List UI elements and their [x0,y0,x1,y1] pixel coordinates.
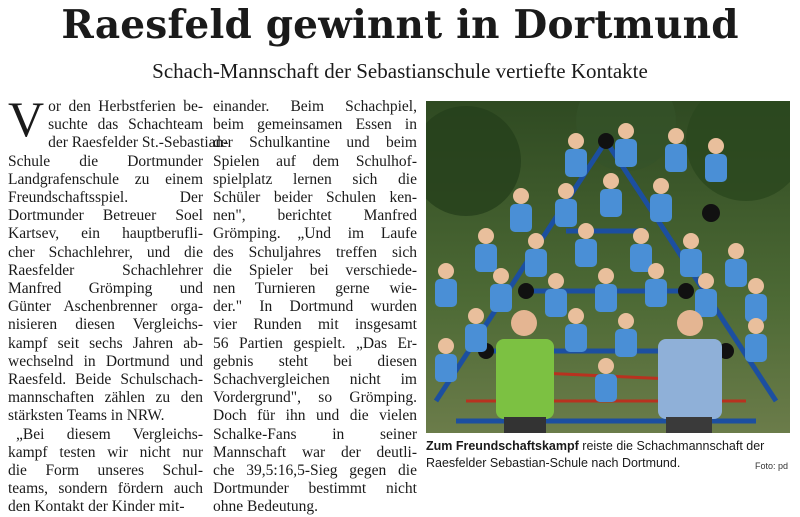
team-photo [426,101,790,433]
child-figure [695,289,717,317]
child-head [438,263,454,279]
child-figure [615,139,637,167]
child-figure [595,284,617,312]
child-head [558,183,574,199]
text-line: suchte das Schachteam [48,116,203,134]
child-figure [575,239,597,267]
child-figure [680,249,702,277]
text-line: Kartsev, ein hauptberufli- [8,225,203,243]
child-head [493,268,509,284]
child-figure [435,354,457,382]
text-line: spielplatz lernen sich die [213,170,417,188]
child-head [748,278,764,294]
child-head [578,223,594,239]
child-head [683,233,699,249]
text-line: beim gemeinsamen Essen in [213,116,417,134]
child-figure [490,284,512,312]
child-figure [745,334,767,362]
child-figure [465,324,487,352]
text-line: Dortmunder Betreuer Soel [8,207,203,225]
text-line: Doch für ihn und die vielen [213,407,417,425]
text-line: che 39,5:16,5-Sieg gegen die [213,462,417,480]
text-line: des Schuljahres treffen sich [213,243,417,261]
child-figure [615,329,637,357]
photo-caption [426,438,790,472]
child-figure [650,194,672,222]
text-line: nisieren diesen Vergleichs- [8,316,203,334]
child-head [598,268,614,284]
child-head [468,308,484,324]
text-line: kampf seit sechs Jahren ab- [8,334,203,352]
text-line: der Schulkantine und beim [213,134,417,152]
text-line: stärksten Teams in NRW. [8,407,165,425]
text-line: Raesfeld. Beide Schulschach- [8,371,203,389]
child-head [568,133,584,149]
text-line: Landgrafenschule zu einem [8,170,203,188]
subheadline: Schach-Mannschaft der Sebastianschule vertiefte Kontakte [152,59,648,83]
text-line: Vordergrund", so Grömping. [213,389,417,407]
child-figure [725,259,747,287]
photo-credit: Foto: pd [755,461,789,471]
child-figure [645,279,667,307]
dropcap: V [8,91,45,147]
text-line: Schüler beider Schulen ken- [213,189,417,207]
headline: Raesfeld gewinnt in Dortmund [61,2,739,48]
child-figure [475,244,497,272]
child-head [618,313,634,329]
text-line: Freundschaftsspiel. Der [8,189,203,207]
text-line: kampf testen wir nicht nur [8,443,203,461]
column-2-text [213,98,417,517]
text-line: den Kontakt der Kinder mit- [8,498,185,516]
text-line: Manfred Grömping und [8,280,203,298]
child-head [653,178,669,194]
child-figure [555,199,577,227]
child-figure [510,204,532,232]
text-line: Grömping. „Und im Laufe [213,225,417,243]
child-head [728,243,744,259]
text-line: Schule die Dortmunder [8,152,203,170]
child-head [513,188,529,204]
text-line: vier Runden mit insgesamt [213,316,417,334]
child-head [603,173,619,189]
child-figure [435,279,457,307]
text-line: „Bei diesem Vergleichs- [16,425,203,443]
child-head [708,138,724,154]
team-photo-image [426,101,790,433]
child-figure [705,154,727,182]
text-line: der Raesfelder St.-Sebastian- [48,134,229,152]
text-line: Mannschaft war der deutli- [213,443,417,461]
text-line: die Form unseres Schul- [8,462,203,480]
child-figure [565,324,587,352]
child-figure [745,294,767,322]
child-head [633,228,649,244]
text-line: ohne Bedeutung. [213,498,319,516]
child-head [438,338,454,354]
child-head [528,233,544,249]
text-line: der." In Dortmund wurden [213,298,417,316]
text-line: or den Herbstferien be- [48,98,203,115]
text-line: nen Turnieren gerne wie- [213,280,417,298]
article-column-1 [8,91,229,517]
text-line: Spielen auf dem Schulhof- [213,152,417,170]
child-figure [525,249,547,277]
child-head [548,273,564,289]
text-line: Schachvergleichen nicht im [213,371,417,389]
text-line: wechselnd in Dortmund und [8,352,203,370]
child-figure [595,374,617,402]
column-1-text [8,91,229,517]
text-line: nen", berichtet Manfred [213,207,417,225]
child-head [618,123,634,139]
child-head [668,128,684,144]
child-figure [565,149,587,177]
text-line: mannschaften zählen zu den [8,389,203,407]
caption-text: reiste die Schachmannschaft der Raesfelder Sebastian-Schule nach Dortmund. [426,439,765,470]
child-head [598,358,614,374]
text-line: einander. Beim Schachpiel, [213,98,417,115]
child-head [698,273,714,289]
child-head [478,228,494,244]
child-head [748,318,764,334]
text-line: cher Schachlehrer, und die [8,243,203,261]
text-line: Schalke-Fans in seiner [213,425,417,443]
child-figure [665,144,687,172]
caption-bold: Zum Freundschaftskampf [426,439,579,453]
text-line: Raesfelder Schachlehrer [8,261,203,279]
child-figure [545,289,567,317]
child-head [568,308,584,324]
child-head [648,263,664,279]
text-line: teams, sondern fördern auch [8,480,203,498]
text-line: Dortmunder bestimmt nicht [213,480,417,498]
child-figure [600,189,622,217]
text-line: die Spieler bei verschiede- [213,261,417,279]
text-line: gebnis steht bei diesen [213,352,417,370]
text-line: Günter Aschenbrenner orga- [8,298,203,316]
article-column-2 [213,98,417,517]
text-line: 56 Partien gespielt. „Das Er- [213,334,417,352]
